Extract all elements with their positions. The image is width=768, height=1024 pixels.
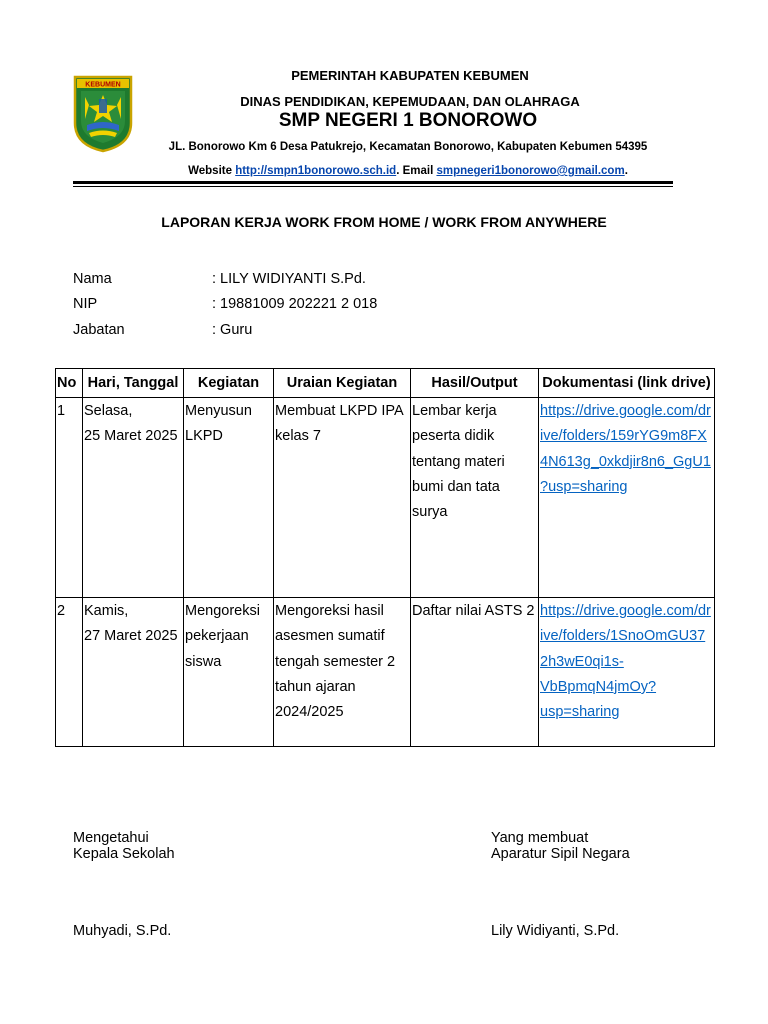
end-dot: . xyxy=(624,165,628,177)
cell-description: Membuat LKPD IPA kelas 7 xyxy=(274,398,411,598)
signature-right-name: Lily Widiyanti, S.Pd. xyxy=(491,923,620,939)
website-link[interactable]: http://smpn1bonorowo.sch.id xyxy=(235,165,397,177)
info-label: NIP xyxy=(73,296,98,312)
drive-link[interactable]: https://drive.google.com/drive/folders/159rYG9m8FX4N613g_0xkdjir8n6_GgU1?usp=sharing xyxy=(540,403,711,495)
signature-left-line1: Mengetahui xyxy=(73,830,149,846)
info-label: Jabatan xyxy=(73,322,125,338)
drive-link[interactable]: https://drive.google.com/drive/folders/1SnoOmGU372h3wE0qi1s-VbBpmqN4jmOy?usp=sharing xyxy=(540,603,711,721)
cell-activity: Menyusun LKPD xyxy=(184,398,274,598)
department-heading: DINAS PENDIDIKAN, KEPEMUDAAN, DAN OLAHRAGA xyxy=(240,94,580,109)
cell-day: Kamis, xyxy=(84,603,129,620)
cell-no: 2 xyxy=(56,598,83,747)
header-output: Hasil/Output xyxy=(411,369,539,398)
signature-left-line2: Kepala Sekolah xyxy=(73,846,175,862)
header-date: Hari, Tanggal xyxy=(83,369,184,398)
signature-right xyxy=(491,830,630,862)
signature-right-line1: Yang membuat xyxy=(491,830,589,846)
cell-description: Mengoreksi hasil asesmen sumatif tengah semester 2 tahun ajaran 2024/2025 xyxy=(274,598,411,747)
header-activity: Kegiatan xyxy=(184,369,274,398)
school-address: JL. Bonorowo Km 6 Desa Patukrejo, Kecamatan Bonorowo, Kabupaten Kebumen 54395 xyxy=(168,141,648,153)
cell-documentation xyxy=(539,598,715,747)
info-value: : Guru xyxy=(212,322,253,338)
cell-date xyxy=(83,598,184,747)
header-description: Uraian Kegiatan xyxy=(274,369,411,398)
email-link[interactable]: smpnegeri1bonorowo@gmail.com xyxy=(436,165,625,177)
email-label: . Email xyxy=(396,165,437,177)
cell-documentation xyxy=(539,398,715,598)
header-rule-thin xyxy=(73,186,673,187)
table-header-row xyxy=(56,369,715,398)
cell-output: Lembar kerja peserta didik tentang materi bumi dan tata surya xyxy=(411,398,539,598)
school-name: SMP NEGERI 1 BONOROWO xyxy=(278,110,538,131)
cell-date-value: 25 Maret 2025 xyxy=(84,428,178,445)
cell-date xyxy=(83,398,184,598)
info-label: Nama xyxy=(73,271,112,287)
table-row xyxy=(56,398,715,598)
svg-text:KEBUMEN: KEBUMEN xyxy=(85,81,121,89)
report-title: LAPORAN KERJA WORK FROM HOME / WORK FROM ANYWHERE xyxy=(161,214,607,230)
contact-line xyxy=(0,165,768,177)
website-label: Website xyxy=(188,165,236,177)
cell-day: Selasa, xyxy=(84,403,133,420)
signature-left xyxy=(73,830,175,862)
header-rule-thick xyxy=(73,181,673,184)
cell-no: 1 xyxy=(56,398,83,598)
cell-activity: Mengoreksi pekerjaan siswa xyxy=(184,598,274,747)
table-row xyxy=(56,598,715,747)
signature-left-name: Muhyadi, S.Pd. xyxy=(73,923,172,939)
info-value: : LILY WIDIYANTI S.Pd. xyxy=(212,271,366,287)
header-documentation: Dokumentasi (link drive) xyxy=(539,369,715,398)
activity-table xyxy=(55,368,715,747)
header-no: No xyxy=(56,369,83,398)
info-value: : 19881009 202221 2 018 xyxy=(212,296,378,312)
signature-right-line2: Aparatur Sipil Negara xyxy=(491,846,630,862)
government-heading: PEMERINTAH KABUPATEN KEBUMEN xyxy=(291,68,529,83)
cell-output: Daftar nilai ASTS 2 xyxy=(411,598,539,747)
cell-date-value: 27 Maret 2025 xyxy=(84,628,178,645)
